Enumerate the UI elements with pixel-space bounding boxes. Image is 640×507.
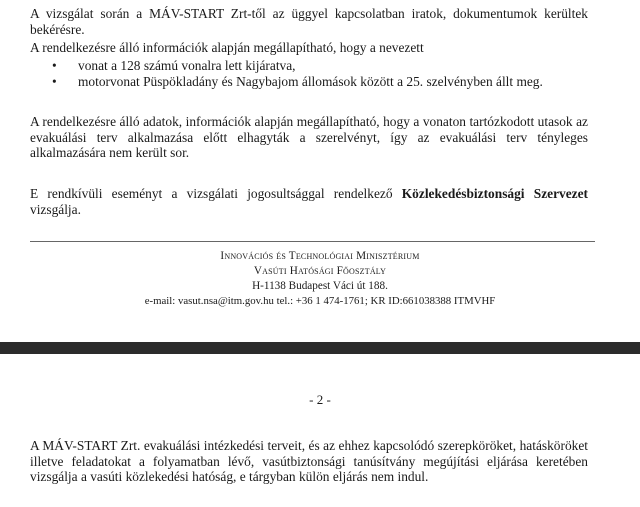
list-item — [52, 74, 543, 90]
list-item-text: motorvonat Püspökladány és Nagybajom állomások között a 25. szelvényben állt meg. — [78, 73, 543, 89]
footer-address: H-1138 Budapest Váci út 188. — [252, 280, 388, 292]
paragraph-evacuation: A rendelkezésre álló adatok, információk alapján megállapítható, hogy a vonaton tartózkodott utasok az evakuálási terv alkalmazása előtt elhagyták a szerelvényt, így az evakuálási terv tényleges alkalmazására nem került sor. — [30, 114, 588, 160]
footer-divider — [30, 241, 595, 242]
paragraph-findings-intro: A rendelkezésre álló információk alapján megállapítható, hogy a nevezett — [30, 40, 424, 55]
paragraph-documents-requested: A vizsgálat során a MÁV-START Zrt-től az üggyel kapcsolatban iratok, dokumentumok kerültek bekérésre. — [30, 6, 588, 37]
footer-department: Vasúti Hatósági Főosztály — [253, 265, 387, 277]
paragraph-evacuation-plans: A MÁV-START Zrt. evakuálási intézkedési terveit, és az ehhez kapcsolódó szerepköröket, hatásköröket illetve feladatokat a folyamatban lévő, vasútbiztonsági tanúsítvány megújítási eljárása keretében vizsgálja a vasúti közlekedési hatóság, e tárgyban külön eljárás nem indul. — [30, 438, 588, 484]
bullet-icon: • — [52, 73, 57, 89]
text-run: vizsgálja. — [30, 201, 81, 217]
page-break-bar — [0, 342, 640, 354]
footer-contact: e-mail: vasut.nsa@itm.gov.hu tel.: +36 1 474-1761; KR ID:661038388 ITMVHF — [144, 295, 496, 307]
list-item-text: vonat a 128 számú vonalra lett kijáratva, — [78, 58, 296, 73]
findings-list — [52, 58, 543, 89]
document-page-2 — [0, 354, 640, 507]
page-number: - 2 - — [309, 392, 331, 407]
bullet-icon: • — [52, 58, 57, 73]
paragraph-investigation — [30, 186, 588, 217]
organization-name: Közlekedésbiztonsági Szervezet — [401, 186, 589, 201]
footer-ministry: Innovációs és Technológiai Minisztérium — [220, 250, 420, 262]
list-item — [52, 58, 543, 74]
text-run: E rendkívüli eseményt a vizsgálati jogosultsággal rendelkező — [30, 186, 402, 201]
